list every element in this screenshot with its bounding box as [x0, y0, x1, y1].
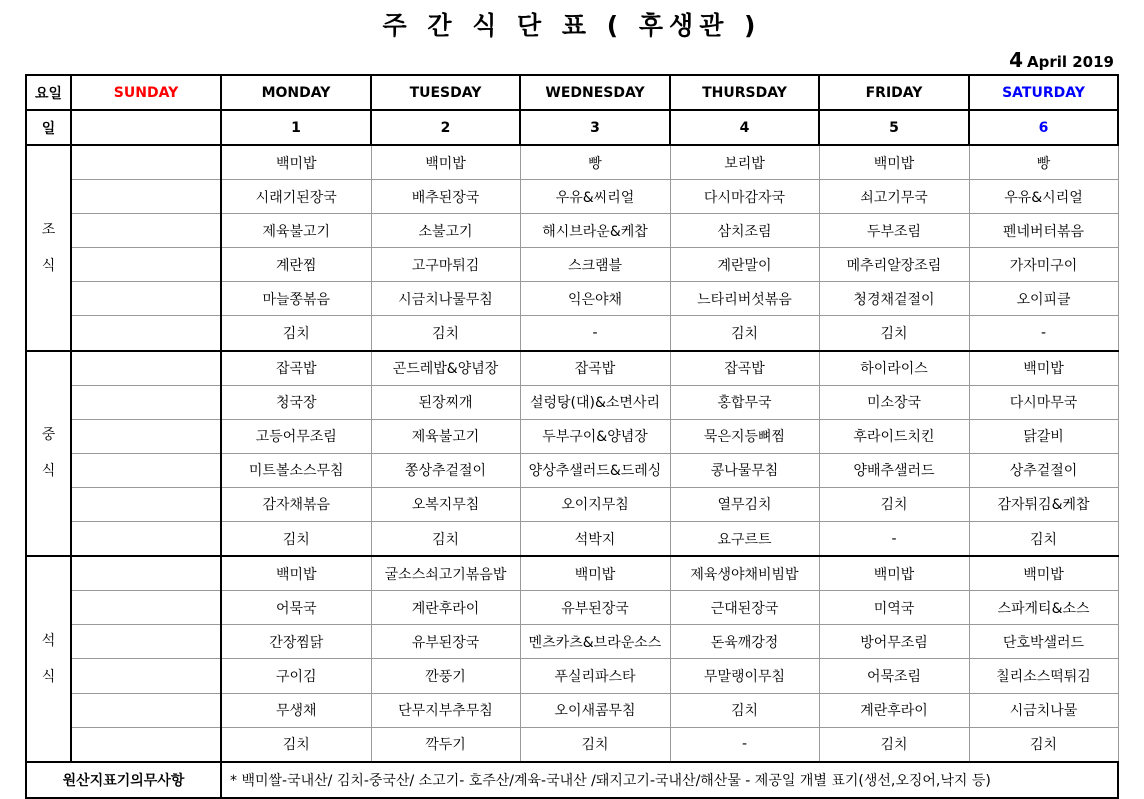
menu-cell: 김치: [670, 693, 819, 727]
date-friday: 5: [819, 110, 969, 145]
menu-cell: 무말랭이무침: [670, 659, 819, 693]
menu-cell: [71, 419, 221, 453]
menu-cell: 근대된장국: [670, 591, 819, 625]
menu-cell: 김치: [221, 522, 371, 557]
menu-row: [26, 419, 1118, 453]
menu-cell: 양배추샐러드: [819, 453, 969, 487]
page-title: 주 간 식 단 표 ( 후생관 ): [382, 11, 762, 40]
menu-cell: [71, 625, 221, 659]
menu-cell: 삼치조림: [670, 214, 819, 248]
meal-label-top: 조: [41, 221, 56, 238]
menu-cell: 곤드레밥&양념장: [371, 351, 520, 386]
menu-row: [26, 385, 1118, 419]
menu-cell: 두부구이&양념장: [520, 419, 670, 453]
menu-cell: 스파게티&소스: [969, 591, 1118, 625]
meal-label-bottom: 식: [41, 463, 56, 480]
menu-cell: 김치: [371, 316, 520, 351]
menu-cell: 어묵국: [221, 591, 371, 625]
menu-cell: 메추리알장조림: [819, 248, 969, 282]
menu-cell: 단무지부추무침: [371, 693, 520, 727]
meal-label-top: 중: [41, 427, 56, 444]
meal-label-bottom: 식: [41, 257, 56, 274]
menu-cell: 익은야채: [520, 282, 670, 316]
date-tuesday: 2: [371, 110, 520, 145]
menu-cell: 감자튀김&케찹: [969, 487, 1118, 521]
menu-row: [26, 591, 1118, 625]
menu-cell: 백미밥: [969, 556, 1118, 591]
menu-cell: 감자채볶음: [221, 487, 371, 521]
menu-cell: 시금치나물: [969, 693, 1118, 727]
menu-row: [26, 248, 1118, 282]
day-header-wednesday: WEDNESDAY: [520, 75, 670, 110]
menu-date: [1009, 48, 1114, 72]
menu-cell: [71, 556, 221, 591]
date-monday: 1: [221, 110, 371, 145]
menu-cell: 시래기된장국: [221, 180, 371, 214]
menu-cell: 잡곡밥: [520, 351, 670, 386]
menu-cell: 돈육깨강정: [670, 625, 819, 659]
menu-cell: 스크램블: [520, 248, 670, 282]
menu-row: [26, 693, 1118, 727]
menu-cell: [71, 487, 221, 521]
menu-row: [26, 727, 1118, 762]
menu-cell: 보리밥: [670, 145, 819, 180]
menu-cell: 요구르트: [670, 522, 819, 557]
date-wednesday: 3: [520, 110, 670, 145]
menu-cell: 미역국: [819, 591, 969, 625]
menu-cell: [71, 351, 221, 386]
day-header-sunday: SUNDAY: [71, 75, 221, 110]
menu-row: [26, 453, 1118, 487]
menu-cell: 다시마감자국: [670, 180, 819, 214]
menu-cell: 백미밥: [520, 556, 670, 591]
date-day: 4: [1009, 48, 1023, 72]
date-header-row: [26, 110, 1118, 145]
menu-cell: 홍합무국: [670, 385, 819, 419]
menu-row: [26, 214, 1118, 248]
menu-cell: 구이김: [221, 659, 371, 693]
menu-cell: 고등어무조림: [221, 419, 371, 453]
menu-cell: 해시브라운&케찹: [520, 214, 670, 248]
menu-cell: 빵: [520, 145, 670, 180]
menu-cell: [71, 214, 221, 248]
menu-cell: 유부된장국: [371, 625, 520, 659]
menu-cell: 무생채: [221, 693, 371, 727]
menu-cell: 김치: [221, 316, 371, 351]
menu-row: [26, 180, 1118, 214]
menu-cell: 김치: [670, 316, 819, 351]
menu-cell: [71, 727, 221, 762]
menu-cell: [71, 591, 221, 625]
menu-cell: 굴소스쇠고기볶음밥: [371, 556, 520, 591]
menu-row: [26, 351, 1118, 386]
menu-cell: 제육불고기: [221, 214, 371, 248]
menu-cell: 하이라이스: [819, 351, 969, 386]
menu-cell: [71, 316, 221, 351]
menu-cell: 단호박샐러드: [969, 625, 1118, 659]
date-saturday: 6: [969, 110, 1118, 145]
menu-cell: [71, 693, 221, 727]
day-header-saturday: SATURDAY: [969, 75, 1118, 110]
menu-cell: 배추된장국: [371, 180, 520, 214]
menu-cell: 설렁탕(대)&소면사리: [520, 385, 670, 419]
day-header-monday: MONDAY: [221, 75, 371, 110]
menu-cell: 오이피클: [969, 282, 1118, 316]
menu-cell: 김치: [520, 727, 670, 762]
menu-cell: 김치: [819, 487, 969, 521]
menu-cell: 유부된장국: [520, 591, 670, 625]
menu-cell: 어묵조림: [819, 659, 969, 693]
menu-cell: 청경채겉절이: [819, 282, 969, 316]
menu-cell: [71, 282, 221, 316]
menu-cell: [71, 659, 221, 693]
menu-row: [26, 487, 1118, 521]
menu-cell: 오이지무침: [520, 487, 670, 521]
menu-cell: 쫑상추겉절이: [371, 453, 520, 487]
meal-label-dinner: [26, 556, 71, 762]
weekly-menu-table: [25, 74, 1119, 799]
menu-row: [26, 625, 1118, 659]
menu-cell: 느타리버섯볶음: [670, 282, 819, 316]
menu-cell: [71, 180, 221, 214]
menu-cell: 상추겉절이: [969, 453, 1118, 487]
menu-cell: 열무김치: [670, 487, 819, 521]
menu-cell: 김치: [371, 522, 520, 557]
menu-cell: 잡곡밥: [670, 351, 819, 386]
day-header-thursday: THURSDAY: [670, 75, 819, 110]
menu-cell: 석박지: [520, 522, 670, 557]
menu-cell: 멘츠카츠&브라운소스: [520, 625, 670, 659]
menu-cell: 김치: [819, 316, 969, 351]
menu-cell: 쇠고기무국: [819, 180, 969, 214]
date-thursday: 4: [670, 110, 819, 145]
menu-cell: 계란후라이: [819, 693, 969, 727]
menu-cell: 백미밥: [969, 351, 1118, 386]
menu-cell: 양상추샐러드&드레싱: [520, 453, 670, 487]
date-sunday: [71, 110, 221, 145]
menu-cell: 백미밥: [371, 145, 520, 180]
menu-cell: 콩나물무침: [670, 453, 819, 487]
menu-cell: 김치: [819, 727, 969, 762]
menu-cell: 계란후라이: [371, 591, 520, 625]
menu-cell: 백미밥: [819, 556, 969, 591]
meal-label-lunch: [26, 351, 71, 557]
menu-cell: -: [819, 522, 969, 557]
menu-cell: 제육생야채비빔밥: [670, 556, 819, 591]
menu-cell: -: [670, 727, 819, 762]
menu-cell: 백미밥: [221, 145, 371, 180]
menu-cell: [71, 145, 221, 180]
menu-cell: -: [969, 316, 1118, 351]
menu-cell: 제육불고기: [371, 419, 520, 453]
menu-cell: 김치: [969, 727, 1118, 762]
menu-cell: 오복지무침: [371, 487, 520, 521]
menu-cell: 묵은지등뼈찜: [670, 419, 819, 453]
menu-row: [26, 556, 1118, 591]
menu-cell: [71, 248, 221, 282]
menu-cell: 김치: [969, 522, 1118, 557]
menu-cell: -: [520, 316, 670, 351]
menu-cell: 미소장국: [819, 385, 969, 419]
menu-row: [26, 145, 1118, 180]
weekday-header-row: [26, 75, 1118, 110]
menu-cell: 계란말이: [670, 248, 819, 282]
menu-row: [26, 659, 1118, 693]
weekday-label: 요일: [26, 75, 71, 110]
meal-label-top: 석: [41, 632, 56, 649]
day-header-tuesday: TUESDAY: [371, 75, 520, 110]
menu-cell: 된장찌개: [371, 385, 520, 419]
menu-cell: 고구마튀김: [371, 248, 520, 282]
menu-cell: 시금치나물무침: [371, 282, 520, 316]
origin-notice-label: 원산지표기의무사항: [26, 762, 221, 798]
menu-row: [26, 282, 1118, 316]
menu-cell: 소불고기: [371, 214, 520, 248]
menu-cell: 깍두기: [371, 727, 520, 762]
origin-notice-row: [26, 762, 1118, 798]
date-month-year: April 2019: [1027, 53, 1114, 71]
menu-row: [26, 522, 1118, 557]
menu-cell: 잡곡밥: [221, 351, 371, 386]
day-header-friday: FRIDAY: [819, 75, 969, 110]
menu-row: [26, 316, 1118, 351]
menu-cell: 간장찜닭: [221, 625, 371, 659]
menu-cell: 김치: [221, 727, 371, 762]
menu-cell: 미트볼소스무침: [221, 453, 371, 487]
menu-cell: 계란찜: [221, 248, 371, 282]
menu-cell: 청국장: [221, 385, 371, 419]
menu-cell: 두부조림: [819, 214, 969, 248]
menu-cell: [71, 453, 221, 487]
menu-cell: 우유&시리얼: [969, 180, 1118, 214]
menu-cell: 가자미구이: [969, 248, 1118, 282]
menu-cell: 방어무조림: [819, 625, 969, 659]
menu-cell: 마늘쫑볶음: [221, 282, 371, 316]
origin-notice-text: * 백미쌀-국내산/ 김치-중국산/ 소고기- 호주산/계육-국내산 /돼지고기-국내산/해산물 - 제공일 개별 표기(생선,오징어,낙지 등): [221, 762, 1118, 798]
menu-cell: 백미밥: [221, 556, 371, 591]
menu-cell: 다시마무국: [969, 385, 1118, 419]
menu-cell: [71, 385, 221, 419]
menu-cell: 오이새콤무침: [520, 693, 670, 727]
meal-label-bottom: 식: [41, 668, 56, 685]
menu-cell: 빵: [969, 145, 1118, 180]
menu-cell: 백미밥: [819, 145, 969, 180]
menu-cell: 칠리소스떡튀김: [969, 659, 1118, 693]
meal-label-breakfast: [26, 145, 71, 351]
menu-cell: 깐풍기: [371, 659, 520, 693]
menu-cell: 후라이드치킨: [819, 419, 969, 453]
menu-cell: 닭갈비: [969, 419, 1118, 453]
menu-cell: [71, 522, 221, 557]
date-label: 일: [26, 110, 71, 145]
menu-cell: 푸실리파스타: [520, 659, 670, 693]
menu-cell: 펜네버터볶음: [969, 214, 1118, 248]
menu-cell: 우유&씨리얼: [520, 180, 670, 214]
